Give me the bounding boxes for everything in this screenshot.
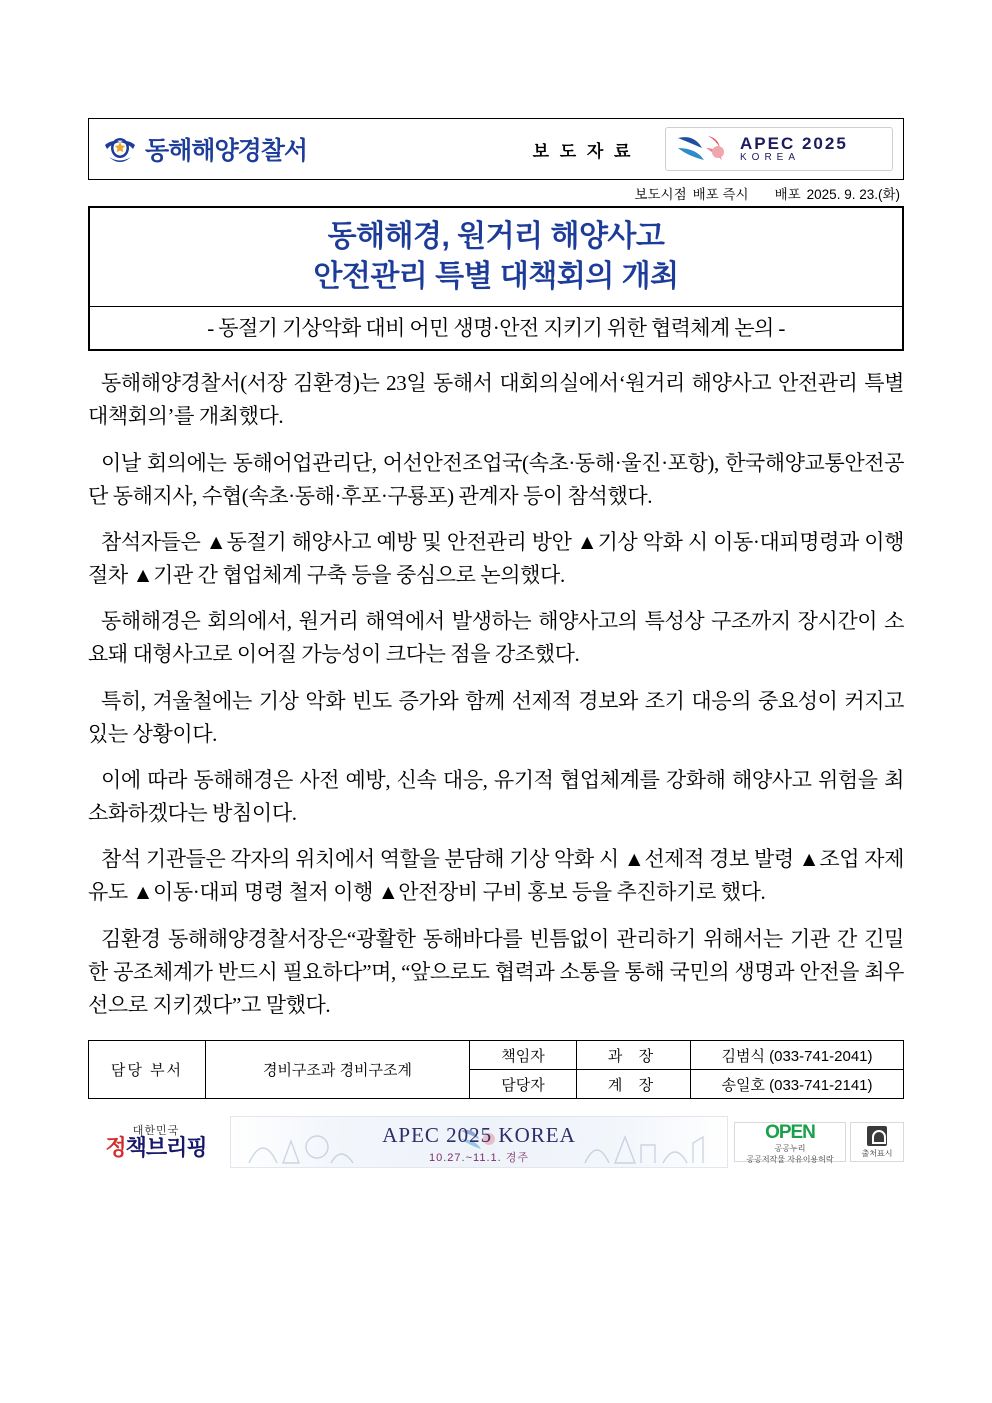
press-release-label: 보 도 자 료 bbox=[532, 141, 634, 161]
banner-title: APEC 2025 KOREA bbox=[382, 1123, 576, 1148]
headline bbox=[90, 208, 902, 306]
open-sub-2: 공공저작물 자유이용허락 bbox=[746, 1155, 834, 1165]
open-sub-1: 공공누리 bbox=[774, 1144, 806, 1154]
paragraph: 동해해양경찰서(서장 김환경)는 23일 동해서 대회의실에서‘원거리 해양사고 안전관리 특별 대책회의’를 개최했다. bbox=[88, 371, 904, 429]
policy-briefing-logo-char: 정 bbox=[105, 1134, 126, 1160]
document-header bbox=[88, 118, 904, 180]
dept-label: 담당 부서 bbox=[89, 1041, 206, 1099]
release-point-value: 배포 즉시 bbox=[692, 187, 749, 202]
paragraph: 이날 회의에는 동해어업관리단, 어선안전조업국(속초·동해·울진·포항), 한국해양교통안전공단 동해지사, 수협(속초·동해·후포·구룡포) 관계자 등이 참석했다. bbox=[88, 450, 904, 508]
attribution-badge bbox=[850, 1122, 904, 1162]
banner-subtitle: 10.27.~11.1. 경주 bbox=[429, 1152, 529, 1165]
paragraph: 동해해경은 회의에서, 원거리 해역에서 발생하는 해양사고의 특성상 구조까지 장시간이 소요돼 대형사고로 이어질 가능성이 크다는 점을 강조했다. bbox=[88, 609, 904, 667]
headline-line-2: 안전관리 특별 대책회의 개최 bbox=[313, 259, 679, 293]
agency-block bbox=[89, 131, 393, 167]
open-label: OPEN bbox=[765, 1122, 815, 1144]
table-row bbox=[89, 1041, 904, 1070]
apec-title: APEC 2025 bbox=[740, 133, 848, 153]
apec-swoosh-icon bbox=[674, 132, 732, 166]
release-point-label: 보도시점 bbox=[634, 187, 687, 202]
apec-banner bbox=[230, 1116, 728, 1168]
paragraph: 김환경 동해해양경찰서장은“광활한 동해바다를 빈틈없이 관리하기 위해서는 기관 간 긴밀한 공조체계가 반드시 필요하다”며, “앞으로도 협력과 소통을 통해 국민의 생명과 안전을 최우선으로 지키겠다”고 말했다. bbox=[88, 926, 904, 1017]
release-meta-row bbox=[88, 180, 904, 206]
policy-briefing-logo-rest: 책브리핑 bbox=[125, 1134, 207, 1160]
distribute-label: 배포 bbox=[774, 187, 801, 202]
distribute-value: 2025. 9. 23.(화) bbox=[806, 187, 900, 202]
footer-logos bbox=[88, 1115, 904, 1169]
title-box bbox=[88, 206, 904, 351]
article-body bbox=[88, 367, 904, 1022]
position-label: 계 장 bbox=[577, 1070, 691, 1099]
paragraph: 참석 기관들은 각자의 위치에서 역할을 분담해 기상 악화 시 ▲선제적 경보 발령 ▲조업 자제 유도 ▲이동·대피 명령 철저 이행 ▲안전장비 구비 홍보 등을 추진하기로 했다. bbox=[88, 847, 904, 905]
position-label: 과 장 bbox=[577, 1041, 691, 1070]
agency-name: 동해해양경찰서 bbox=[145, 137, 308, 165]
headline-line-1: 동해해경, 원거리 해양사고 bbox=[327, 220, 665, 253]
policy-briefing-top: 대한민국 bbox=[132, 1124, 180, 1137]
role-label: 책임자 bbox=[470, 1041, 577, 1070]
person-contact: 송일호 (033-741-2141) bbox=[691, 1070, 904, 1099]
policy-briefing-logo bbox=[88, 1126, 224, 1159]
apec-text bbox=[740, 135, 848, 163]
apec-subtitle: KOREA bbox=[740, 151, 801, 163]
role-label: 담당자 bbox=[470, 1070, 577, 1099]
policy-briefing-wordmark bbox=[88, 1134, 224, 1160]
attribution-label: 출처표시 bbox=[861, 1149, 893, 1159]
dept-value: 경비구조과 경비구조계 bbox=[206, 1041, 470, 1099]
person-contact: 김범식 (033-741-2041) bbox=[691, 1041, 904, 1070]
paragraph: 참석자들은 ▲동절기 해양사고 예방 및 안전관리 방안 ▲기상 악화 시 이동·대피명령과 이행 절차 ▲기관 간 협업체계 구축 등을 중심으로 논의했다. bbox=[88, 529, 904, 588]
subheadline: - 동절기 기상악화 대비 어민 생명·안전 지키기 위한 협력체계 논의 - bbox=[90, 306, 902, 349]
apec-logo bbox=[665, 127, 893, 171]
paragraph: 이에 따라 동해해경은 사전 예방, 신속 대응, 유기적 협업체계를 강화해 해양사고 위험을 최소화하겠다는 방침이다. bbox=[88, 767, 904, 826]
press-release-page bbox=[88, 118, 904, 1169]
paragraph: 특히, 겨울철에는 기상 악화 빈도 증가와 함께 선제적 경보와 조기 대응의 중요성이 커지고 있는 상황이다. bbox=[88, 688, 904, 746]
attribution-icon bbox=[867, 1126, 887, 1146]
police-emblem-icon bbox=[103, 131, 137, 167]
contact-table bbox=[88, 1040, 904, 1099]
open-license-logo bbox=[734, 1122, 846, 1165]
